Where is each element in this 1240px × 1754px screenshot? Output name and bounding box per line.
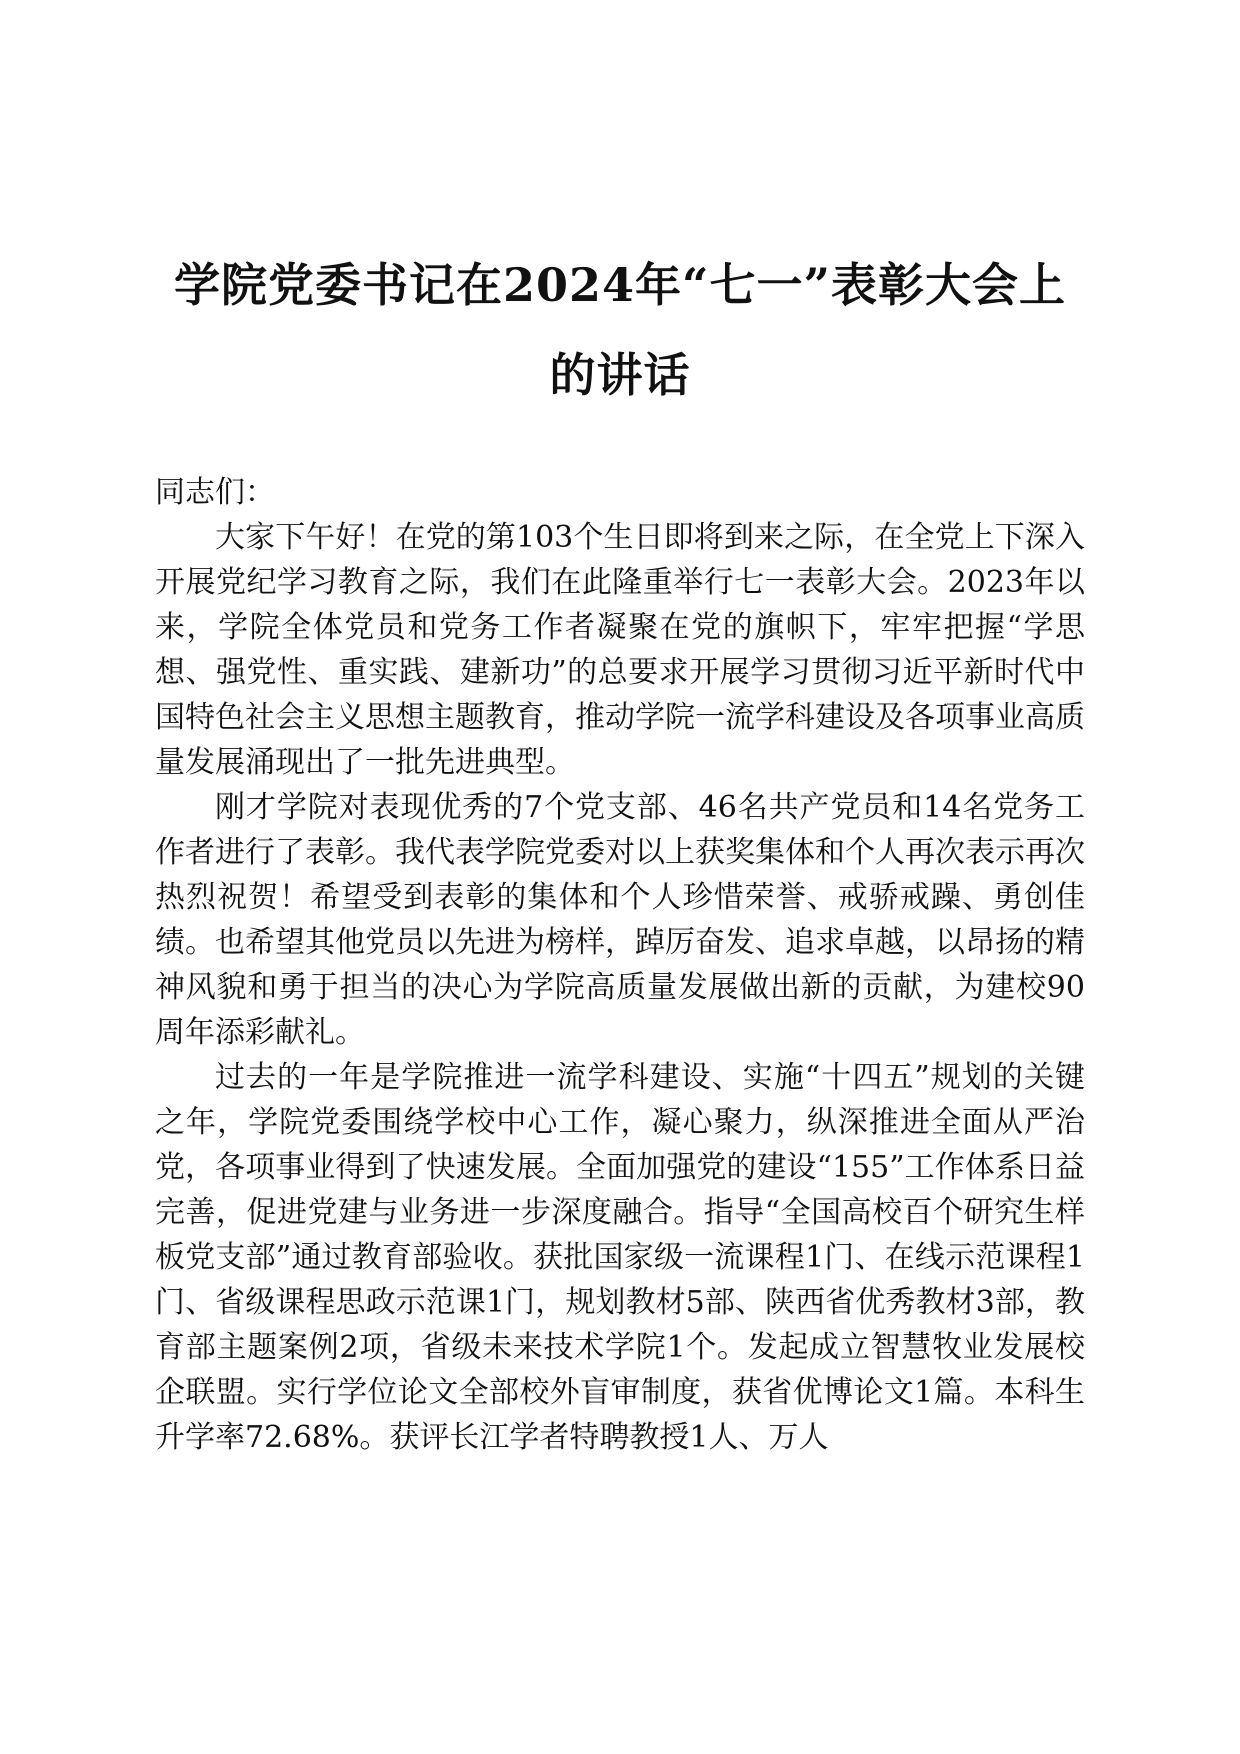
salutation: 同志们： — [155, 475, 275, 510]
document-title-line-2: 的讲话 — [549, 348, 691, 402]
paragraph-2: 刚才学院对表现优秀的7个党支部、46名共产党员和14名党务工作者进行了表彰。我代表学院党委对以上获奖集体和个人再次表示再次热烈祝贺！希望受到表彰的集体和个人珍惜荣誉、戒骄戒躁、勇创佳绩。也希望其他党员以先进为榜样，踔厉奋发、追求卓越，以昂扬的精神风貌和勇于担当的决心为学院高质量发展做出新的贡献，为建校90周年添彩献礼。 — [155, 790, 1085, 1050]
document-body — [155, 470, 1085, 1460]
document-title-line-1: 学院党委书记在2024年“七一”表彰大会上 — [174, 258, 1066, 312]
paragraph-3: 过去的一年是学院推进一流学科建设、实施“十四五”规划的关键之年，学院党委围绕学校中心工作，凝心聚力，纵深推进全面从严治党，各项事业得到了快速发展。全面加强党的建设“155”工作体系日益完善，促进党建与业务进一步深度融合。指导“全国高校百个研究生样板党支部”通过教育部验收。获批国家级一流课程1门、在线示范课程1门、省级课程思政示范课1门，规划教材5部、陕西省优秀教材3部，教育部主题案例2项，省级未来技术学院1个。发起成立智慧牧业发展校企联盟。实行学位论文全部校外盲审制度，获省优博论文1篇。本科生升学率72.68%。获评长江学者特聘教授1人、万人 — [155, 1060, 1085, 1455]
paragraph-1: 大家下午好！在党的第103个生日即将到来之际，在全党上下深入开展党纪学习教育之际，我们在此隆重举行七一表彰大会。2023年以来，学院全体党员和党务工作者凝聚在党的旗帜下，牢牢把握“学思想、强党性、重实践、建新功”的总要求开展学习贯彻习近平新时代中国特色社会主义思想主题教育，推动学院一流学科建设及各项事业高质量发展涌现出了一批先进典型。 — [155, 520, 1085, 780]
